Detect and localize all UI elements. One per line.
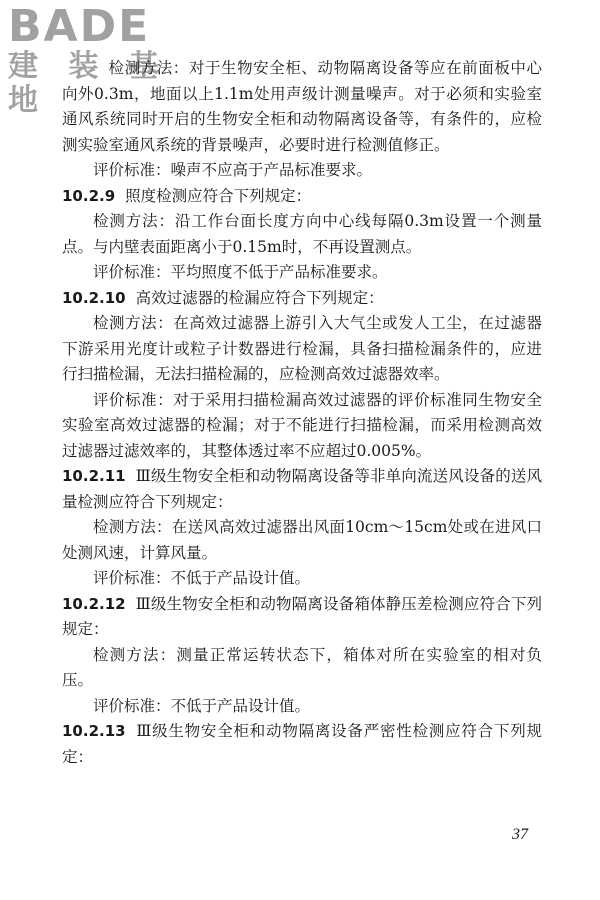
paragraph bbox=[62, 388, 542, 465]
clause-text: Ⅲ级生物安全柜和动物隔离设备箱体静压差检测应符合下列规定： bbox=[62, 594, 542, 638]
paragraph bbox=[62, 260, 542, 286]
clause-heading bbox=[62, 719, 542, 770]
paragraph bbox=[62, 515, 542, 566]
logo-brand: BADE bbox=[8, 1, 151, 52]
paragraph bbox=[62, 158, 542, 184]
paragraph-text: 评价标准：噪声不应高于产品标准要求。 bbox=[93, 161, 373, 179]
clause-text: 高效过滤器的检漏应符合下列规定： bbox=[135, 288, 384, 307]
paragraph bbox=[62, 694, 542, 720]
clause-text: 照度检测应符合下列规定： bbox=[125, 186, 312, 205]
paragraph-text: 检测方法：在高效过滤器上游引入大气尘或发人工尘，在过滤器下游采用光度计或粒子计数器进行检漏，具备扫描检漏条件的，应进行扫描检漏，无法扫描检漏的，应检测高效过滤器效率。 bbox=[62, 314, 542, 383]
clause-heading bbox=[62, 184, 542, 210]
paragraph-text: 评价标准：不低于产品设计值。 bbox=[93, 696, 311, 715]
paragraph bbox=[62, 566, 542, 592]
paragraph-text: 评价标准：对于采用扫描检漏高效过滤器的评价标准同生物安全实验室高效过滤器的检漏；对于不能进行扫描检漏，而采用检测高效过滤器过滤效率的，其整体透过率不应超过0.005%。 bbox=[62, 390, 542, 460]
document-body bbox=[62, 56, 542, 770]
clause-text: Ⅲ级生物安全柜和动物隔离设备严密性检测应符合下列规定： bbox=[62, 722, 542, 766]
clause-text: Ⅲ级生物安全柜和动物隔离设备等非单向流送风设备的送风量检测应符合下列规定： bbox=[62, 467, 542, 511]
paragraph bbox=[62, 643, 542, 694]
paragraph bbox=[62, 311, 542, 388]
clause-number: 10.2.13 bbox=[62, 722, 126, 740]
clause-heading bbox=[62, 286, 542, 312]
clause-number: 10.2.9 bbox=[62, 186, 116, 205]
paragraph-text: 评价标准：平均照度不低于产品标准要求。 bbox=[93, 263, 388, 281]
paragraph-text: 评价标准：不低于产品设计值。 bbox=[93, 569, 311, 587]
paragraph-text: 检测方法：测量正常运转状态下，箱体对所在实验室的相对负压。 bbox=[62, 645, 542, 689]
paragraph bbox=[62, 209, 542, 260]
paragraph-text: 检测方法：在送风高效过滤器出风面10cm～15cm处或在进风口处测风速，计算风量。 bbox=[62, 518, 542, 562]
logo-subtitle: 建 装 基 地 bbox=[8, 49, 169, 118]
paragraph bbox=[62, 56, 542, 158]
clause-number: 10.2.11 bbox=[62, 467, 126, 485]
paragraph-text: 检测方法：对于生物安全柜、动物隔离设备等应在前面板中心向外0.3m，地面以上1.1m处用声级计测量噪声。对于必须和实验室通风系统同时开启的生物安全柜和动物隔离设备等，有条件的，应检测实验室通风系统的背景噪声，必要时进行检测值修正。 bbox=[62, 59, 542, 154]
paragraph-text: 检测方法：沿工作台面长度方向中心线每隔0.3m设置一个测量点。与内壁表面距离小于0.15m时，不再设置测点。 bbox=[62, 212, 542, 256]
clause-number: 10.2.12 bbox=[62, 594, 126, 613]
page-number: 37 bbox=[512, 826, 528, 843]
clause-heading bbox=[62, 464, 542, 515]
clause-number: 10.2.10 bbox=[62, 288, 126, 307]
clause-heading bbox=[62, 592, 542, 643]
